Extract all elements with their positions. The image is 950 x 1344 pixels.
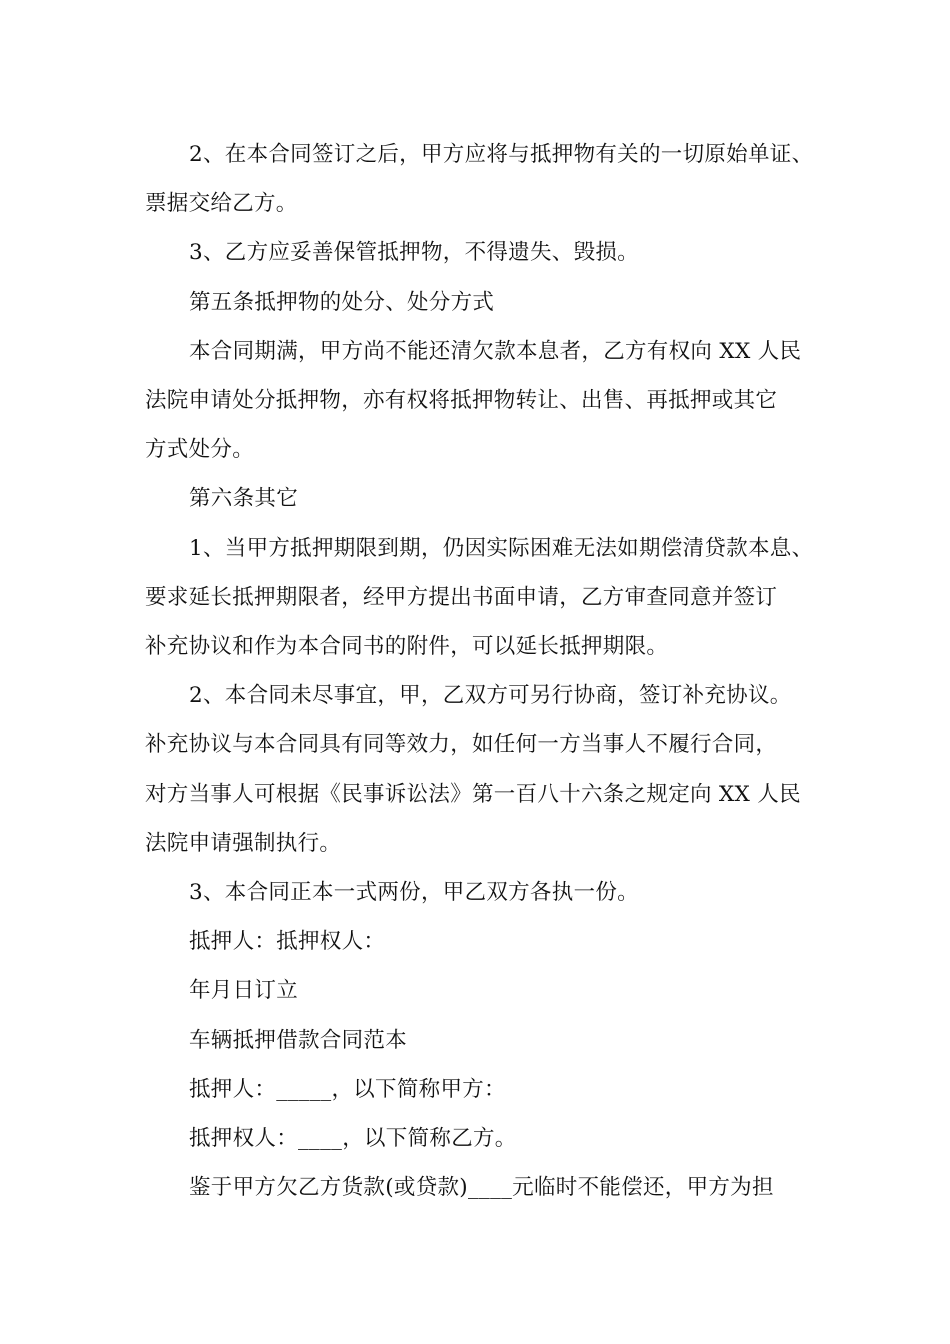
signature-line xyxy=(145,917,815,966)
text-line: 第六条其它 xyxy=(189,486,299,512)
text-line: 鉴于甲方欠乙方货款(或贷款)____元临时不能偿还，甲方为担 xyxy=(189,1175,774,1201)
text-line: 补充协议与本合同具有同等效力，如任何一方当事人不履行合同， xyxy=(145,732,778,758)
paragraph-article-5-body xyxy=(145,327,815,475)
text-line: 年月日订立 xyxy=(189,978,299,1004)
text-line: 补充协议和作为本合同书的附件，可以延长抵押期限。 xyxy=(145,634,669,660)
text-line: 票据交给乙方。 xyxy=(145,191,298,217)
party-a-line xyxy=(145,1065,815,1114)
paragraph-clause-6-3 xyxy=(145,868,815,917)
contract-title xyxy=(145,1016,815,1065)
text-line: 1、当甲方抵押期限到期，仍因实际困难无法如期偿清贷款本息、 xyxy=(189,535,814,561)
text-line: 本合同期满，甲方尚不能还清欠款本息者，乙方有权向 XX 人民 xyxy=(189,338,802,364)
text-line: 法院申请强制执行。 xyxy=(145,830,342,856)
text-line: 对方当事人可根据《民事诉讼法》第一百八十六条之规定向 XX 人民 xyxy=(145,781,801,807)
text-line: 车辆抵押借款合同范本 xyxy=(189,1027,408,1053)
text-line: 抵押权人：____，以下简称乙方。 xyxy=(189,1126,517,1152)
text-line: 法院申请处分抵押物，亦有权将抵押物转让、出售、再抵押或其它 xyxy=(145,388,778,414)
paragraph-clause-4-3 xyxy=(145,228,815,277)
text-line: 2、在本合同签订之后，甲方应将与抵押物有关的一切原始单证、 xyxy=(189,142,814,167)
text-line: 3、乙方应妥善保管抵押物，不得遗失、毁损。 xyxy=(189,240,639,266)
preamble-paragraph xyxy=(145,1163,815,1212)
text-line: 抵押人：_____，以下简称甲方： xyxy=(189,1076,506,1102)
paragraph-clause-6-2 xyxy=(145,671,815,868)
text-line: 要求延长抵押期限者，经甲方提出书面申请，乙方审查同意并签订 xyxy=(145,584,778,610)
text-line: 抵押人：抵押权人： xyxy=(189,929,386,955)
text-line: 方式处分。 xyxy=(145,437,255,463)
paragraph-clause-6-1 xyxy=(145,524,815,672)
date-line xyxy=(145,966,815,1015)
text-line: 2、本合同未尽事宜，甲，乙双方可另行协商，签订补充协议。 xyxy=(189,683,792,709)
text-line: 第五条抵押物的处分、处分方式 xyxy=(189,289,495,315)
text-line: 3、本合同正本一式两份，甲乙双方各执一份。 xyxy=(189,880,639,906)
paragraph-clause-4-2 xyxy=(145,130,815,228)
party-b-line xyxy=(145,1114,815,1163)
document-body xyxy=(145,130,815,1212)
heading-article-6 xyxy=(145,474,815,523)
heading-article-5 xyxy=(145,278,815,327)
